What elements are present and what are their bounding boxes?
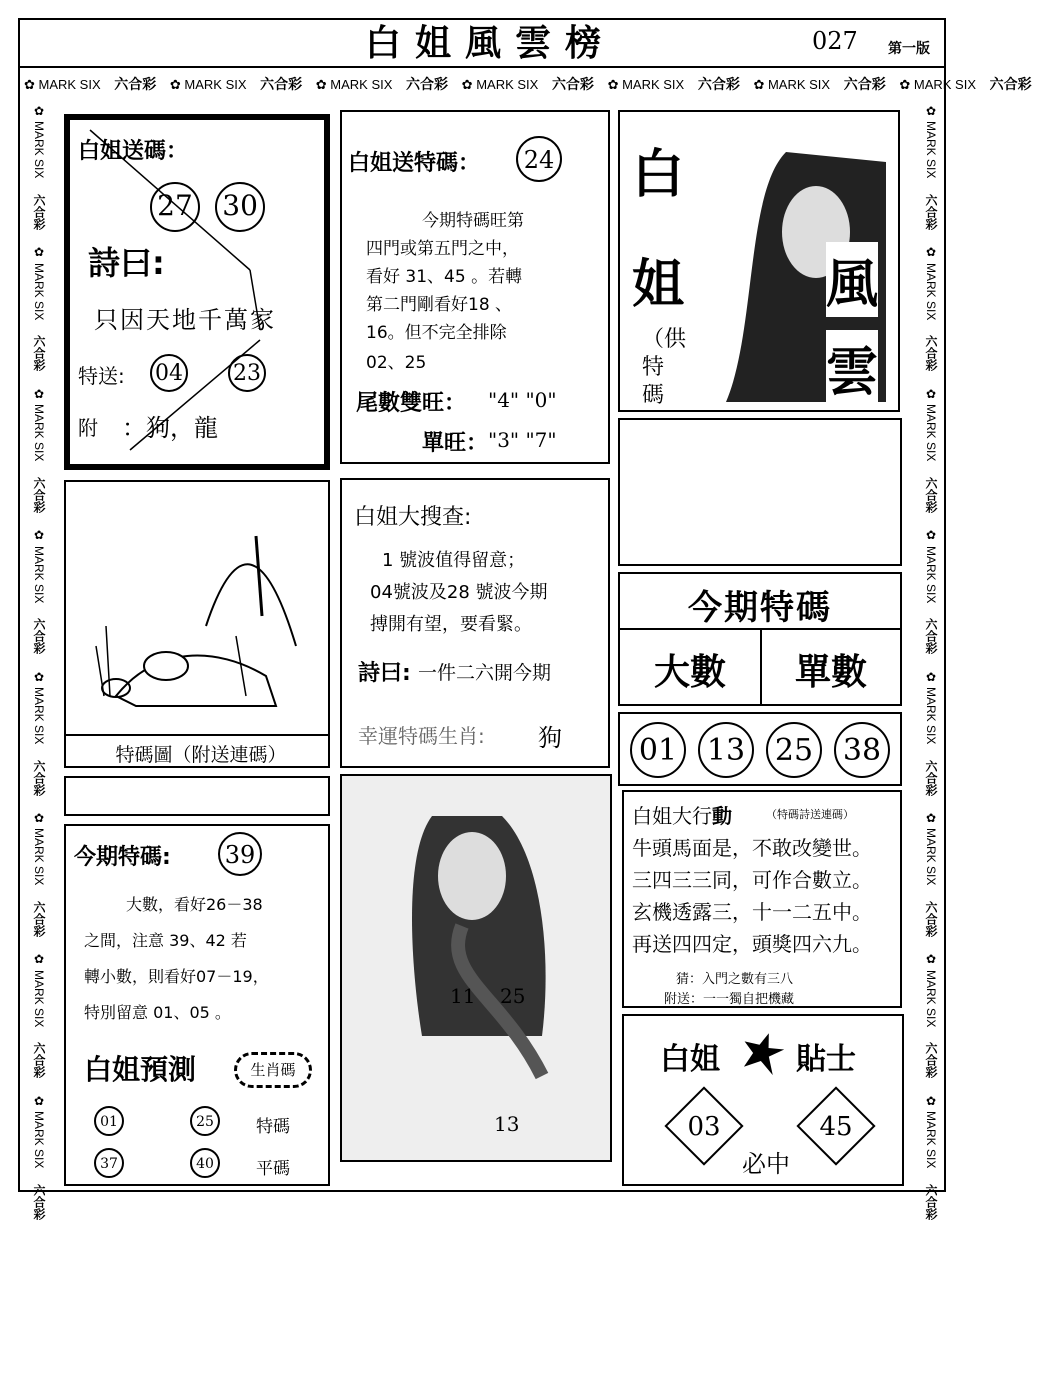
- this-special-line: 之間，注意 39、42 若: [84, 931, 247, 950]
- panel-tips: [622, 1014, 904, 1186]
- gift-special-label: 特送:: [78, 364, 125, 388]
- tail-label: 尾數雙旺：: [356, 391, 467, 416]
- photo-number: 25: [500, 984, 526, 1008]
- ticker-item: ✿ MARK SIX 六合彩: [753, 77, 886, 93]
- walk-line: 牛頭馬面是，不敢改變世。: [632, 836, 872, 860]
- walk-title: 白姐大行動: [632, 804, 732, 828]
- send-special-line: 16。但不完全排除: [366, 323, 507, 343]
- gift-label: 白姐送碼：: [78, 139, 189, 164]
- brand-sub: （供特碼: [642, 327, 687, 408]
- ticker-item: ✿ MARK SIX 六合彩: [607, 77, 740, 93]
- predict-number: 01: [94, 1106, 124, 1136]
- walk-line: 三四三三同，可作合數立。: [632, 868, 872, 892]
- this-special-label: 今期特碼:: [74, 845, 171, 870]
- panel-gift: [64, 114, 330, 470]
- tiger-illustration: [76, 496, 320, 726]
- gift-poem: 只因天地千萬家: [94, 306, 276, 334]
- send-special-line: 今期特碼旺第: [422, 211, 524, 231]
- predict-row-label: 特碼: [256, 1117, 290, 1137]
- panel-walk: [622, 790, 902, 1008]
- this-special-line: 轉小數，則看好07－19，: [84, 967, 269, 986]
- panel-brand: [618, 110, 900, 412]
- splash-icon: [736, 1026, 787, 1077]
- blank-bar: [64, 776, 330, 816]
- brand-left-char: 姐: [632, 255, 685, 315]
- period-number: 13: [698, 722, 754, 778]
- ticker-item: ✿ MARK SIX 六合彩: [24, 77, 157, 93]
- walk-line: 再送四四定，頭獎四六九。: [632, 932, 872, 956]
- edition-label: 第一版: [888, 41, 930, 57]
- walk-guess: 猜：入門之數有三八: [676, 972, 794, 987]
- brand-right-char: 風: [826, 242, 878, 317]
- this-special-line: 大數，看好26－38: [126, 895, 263, 914]
- period-numbers: [618, 712, 902, 786]
- brand-ticker: [24, 70, 1032, 100]
- blank-box: [618, 418, 902, 566]
- send-special-label: 白姐送特碼：: [348, 151, 481, 176]
- send-special-line: 看好 31、45 。若轉: [366, 267, 523, 287]
- caption-divider: [66, 734, 328, 736]
- panel-search: [340, 478, 610, 768]
- send-special-line: 第二門剛看好18 、: [366, 295, 513, 315]
- gift-attach-label: 附: [78, 416, 98, 440]
- ticker-item: ✿ MARK SIX 六合彩: [461, 77, 594, 93]
- tail-value: "4" "0": [488, 388, 557, 412]
- header-divider: [18, 66, 946, 68]
- gift-attach-value: ：狗，龍: [122, 414, 218, 442]
- page-title: 白姐風雲榜: [364, 23, 615, 64]
- single-value: "3" "7": [488, 428, 557, 452]
- panel-this-period: [618, 572, 902, 706]
- left-brand-strip: ✿ MARK SIX 六合彩 ✿ MARK SIX 六合彩 ✿ MARK SIX 六合彩 ✿ MARK SIX 六合彩 ✿ MARK SIX 六合彩 ✿ MARK SIX 六合彩 ✿ MARK SIX 六合彩 ✿ MARK SIX 六合彩: [32, 104, 46, 1220]
- photo-placeholder: [342, 776, 610, 1160]
- panel-special-picture: [64, 480, 330, 768]
- issue-number: 027: [812, 27, 858, 55]
- panel-this-special: [64, 824, 330, 1186]
- ticker-item: ✿ MARK SIX 六合彩: [315, 77, 449, 93]
- photo-number: 13: [494, 1112, 520, 1136]
- brand-left-char: 白: [632, 145, 685, 205]
- search-poem-label: 詩曰:: [358, 661, 411, 686]
- lucky-label: 幸運特碼生肖:: [358, 724, 485, 748]
- gift-special-number: 23: [228, 354, 266, 392]
- predict-number: 37: [94, 1148, 124, 1178]
- ticker-item: ✿ MARK SIX 六合彩: [169, 77, 303, 93]
- tips-must: 必中: [742, 1150, 790, 1178]
- walk-line: 玄機透露三，十一二五中。: [632, 900, 872, 924]
- brand-right-char: 雲: [826, 330, 878, 405]
- this-period-title: 今期特碼: [688, 588, 832, 628]
- gift-poem-label: 詩曰:: [88, 244, 165, 282]
- right-brand-strip: ✿ MARK SIX 六合彩 ✿ MARK SIX 六合彩 ✿ MARK SIX 六合彩 ✿ MARK SIX 六合彩 ✿ MARK SIX 六合彩 ✿ MARK SIX 六合彩 ✿ MARK SIX 六合彩 ✿ MARK SIX 六合彩: [924, 104, 938, 1220]
- this-special-line: 特別留意 01、05 。: [84, 1003, 231, 1022]
- tips-title-b: 貼士: [796, 1042, 856, 1077]
- photo-woman: [340, 774, 612, 1162]
- predict-badge: 生肖碼: [234, 1052, 312, 1088]
- gift-number: 27: [150, 182, 200, 232]
- period-number: 25: [766, 722, 822, 778]
- search-line: 搏開有望，要看緊。: [370, 614, 532, 635]
- predict-number: 25: [190, 1106, 220, 1136]
- this-period-cell: 大數: [653, 652, 726, 693]
- search-poem: 一件二六開今期: [418, 662, 552, 684]
- search-line: 1 號波值得留意；: [382, 550, 526, 571]
- send-special-number: 24: [516, 136, 562, 182]
- photo-number: 11: [450, 984, 476, 1008]
- gift-numbers: [150, 182, 310, 232]
- tips-number: 45: [819, 1112, 853, 1142]
- this-special-number: 39: [218, 832, 262, 876]
- special-picture-caption: 特碼圖（附送連碼）: [115, 744, 287, 766]
- lucky-value: 狗: [538, 724, 562, 752]
- period-number: 01: [630, 722, 686, 778]
- walk-gift: 附送：一一獨自把機藏: [664, 992, 795, 1007]
- search-title: 白姐大搜查:: [354, 505, 472, 530]
- this-period-cell: 單數: [794, 652, 867, 693]
- ticker-item: ✿ MARK SIX 六合彩: [899, 77, 1032, 93]
- panel-send-special: [340, 110, 610, 464]
- walk-note: （特碼詩送連碼）: [766, 808, 854, 821]
- send-special-line: 02、25: [366, 353, 427, 373]
- tips-title-a: 白姐: [660, 1042, 720, 1077]
- gift-special-number: 04: [150, 354, 188, 392]
- predict-row-label: 平碼: [256, 1159, 290, 1179]
- search-line: 04號波及28 號波今期: [370, 582, 548, 603]
- tips-number: 03: [687, 1112, 721, 1142]
- predict-number: 40: [190, 1148, 220, 1178]
- send-special-line: 四門或第五門之中，: [366, 239, 519, 259]
- gift-number: 30: [215, 182, 265, 232]
- period-number: 38: [834, 722, 890, 778]
- single-label: 單旺：: [422, 431, 489, 456]
- predict-title: 白姐預測: [84, 1053, 197, 1086]
